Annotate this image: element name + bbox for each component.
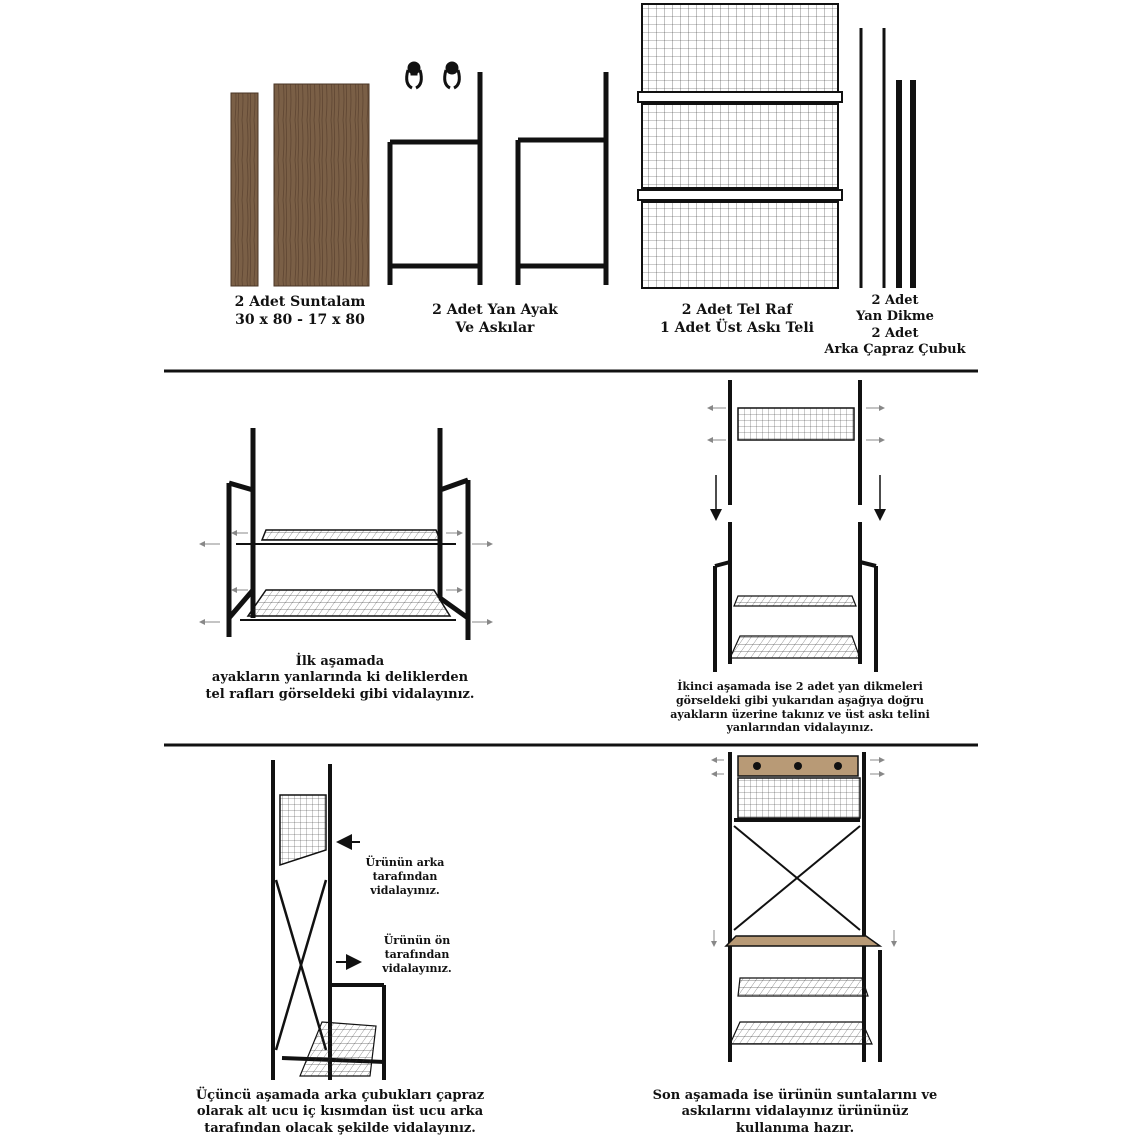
caption-step2 (670, 680, 930, 735)
caption-line: 1 Adet Üst Askı Teli (660, 319, 814, 336)
rods (861, 28, 913, 288)
caption-line: tarafından (372, 869, 438, 883)
caption-line: 2 Adet Yan Ayak (432, 302, 558, 318)
caption-step3 (180, 1088, 500, 1137)
caption-line: 2 Adet (871, 325, 919, 341)
step4-diagram (712, 752, 894, 1062)
caption-line: 30 x 80 - 17 x 80 (235, 311, 365, 328)
chipboard-panels (231, 84, 369, 286)
caption-line: askılarını vidalayınız ürününüz (681, 1104, 909, 1120)
caption-line: tel rafları görseldeki gibi vidalayınız. (205, 686, 475, 702)
caption-line: görseldeki gibi yukarıdan aşağıya doğru (675, 693, 925, 707)
caption-line: Arka Çapraz Çubuk (824, 341, 966, 357)
step3-diagram (273, 760, 384, 1080)
caption-side-legs (400, 302, 590, 337)
caption-line: İkinci aşamada ise 2 adet yan dikmeleri (677, 680, 923, 693)
caption-line: İlk aşamada (295, 654, 385, 669)
caption-line: olarak alt ucu iç kısımdan üst ucu arka (196, 1104, 484, 1120)
note-back-screw (360, 856, 450, 897)
side-leg-frame-left (390, 72, 480, 285)
caption-chipboard (210, 294, 390, 329)
step1-diagram (200, 428, 492, 640)
caption-line: Son aşamada ise ürünün suntalarını ve (652, 1088, 938, 1103)
caption-line: 2 Adet Suntalam (234, 294, 366, 310)
step2-diagram (708, 380, 884, 672)
caption-line: 2 Adet (871, 293, 919, 308)
caption-line: vidalayınız. (370, 883, 440, 897)
caption-line: Ve Askılar (455, 319, 535, 336)
caption-line: vidalayınız. (382, 961, 452, 975)
caption-line: tarafından olacak şekilde vidalayınız. (204, 1120, 476, 1136)
caption-step1 (190, 654, 490, 703)
caption-line: kullanıma hazır. (735, 1120, 855, 1136)
caption-step4 (640, 1088, 950, 1137)
caption-line: Üçüncü aşamada arka çubukları çapraz (195, 1088, 485, 1103)
caption-wire-shelves (632, 302, 842, 337)
caption-line: yanlarından vidalayınız. (726, 721, 874, 735)
caption-line: Yan Dikme (856, 309, 934, 325)
wire-shelves (638, 4, 842, 288)
caption-line: tarafından (384, 947, 450, 961)
caption-line: ayakların üzerine takınız ve üst askı telini (670, 707, 930, 721)
caption-rods (820, 293, 970, 358)
caption-line: ayakların yanlarında ki deliklerden (211, 670, 469, 686)
hook-icon-pair (407, 63, 460, 88)
caption-line: 2 Adet Tel Raf (681, 302, 793, 318)
note-front-screw (372, 934, 462, 975)
caption-line: Ürünün arka (365, 856, 445, 869)
side-leg-frame-right (518, 72, 606, 285)
caption-line: Ürünün ön (383, 934, 451, 947)
